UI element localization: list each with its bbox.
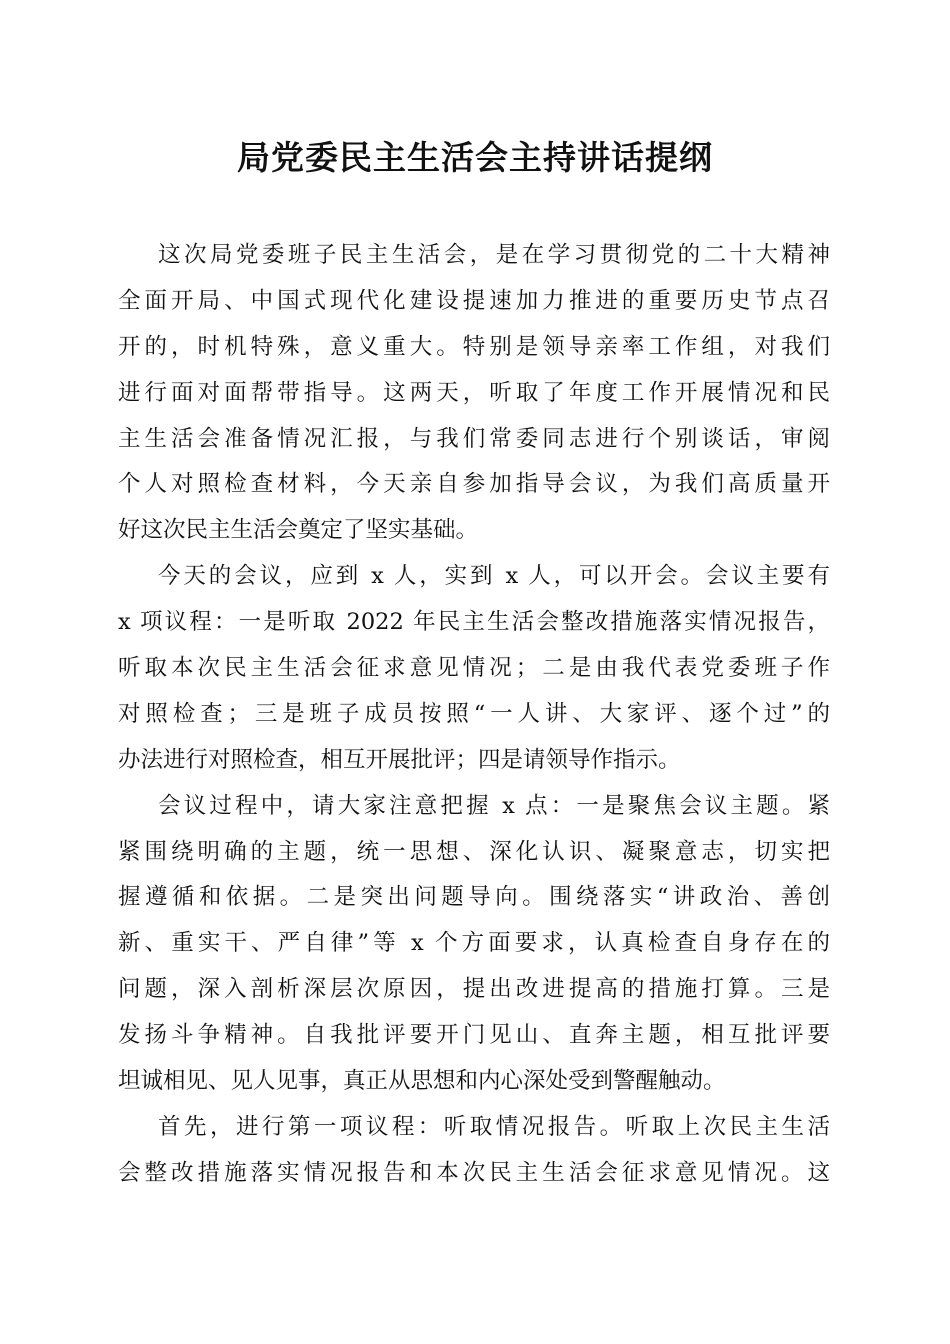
text-line: 会整改措施落实情况报告和本次民主生活会征求意见情况。这 — [118, 1159, 830, 1186]
paragraph — [118, 784, 830, 1105]
paragraph — [118, 554, 830, 783]
text-line: 新、重实干、严自律”等 x 个方面要求，认真检查自身存在的 — [118, 930, 830, 957]
text-line: 今天的会议，应到 x 人，实到 x 人，可以开会。会议主要有 — [158, 563, 830, 590]
text-line: 主生活会准备情况汇报，与我们常委同志进行个别谈话，审阅 — [118, 425, 830, 452]
text-line: 首先，进行第一项议程：听取情况报告。听取上次民主生活 — [158, 1113, 830, 1140]
text-line: 好这次民主生活会奠定了坚实基础。 — [118, 517, 479, 544]
text-line: 这次局党委班子民主生活会，是在学习贯彻党的二十大精神 — [158, 242, 830, 268]
text-line: 办法进行对照检查，相互开展批评；四是请领导作指示。 — [118, 746, 681, 773]
text-line: 全面开局、中国式现代化建设提速加力推进的重要历史节点召 — [118, 287, 830, 314]
text-line: 开的，时机特殊，意义重大。特别是领导亲率工作组，对我们 — [118, 333, 830, 360]
text-line: 问题，深入剖析深层次原因，提出改进提高的措施打算。三是 — [118, 976, 830, 1003]
paragraph — [118, 1105, 830, 1197]
paragraph — [118, 233, 830, 554]
text-line: 紧围绕明确的主题，统一思想、深化认识、凝聚意志，切实把 — [118, 838, 830, 865]
text-line: 坦诚相见、见人见事，真正从思想和内心深处受到警醒触动。 — [118, 1068, 726, 1095]
text-line: 握遵循和依据。二是突出问题导向。围绕落实“讲政治、善创 — [118, 884, 830, 911]
text-line: 对照检查；三是班子成员按照“一人讲、大家评、逐个过”的 — [118, 700, 830, 727]
document-body — [118, 233, 830, 1197]
text-line: x 项议程：一是听取 2022 年民主生活会整改措施落实情况报告， — [118, 609, 830, 636]
document-title: 局党委民主生活会主持讲话提纲 — [237, 138, 713, 177]
text-line: 听取本次民主生活会征求意见情况；二是由我代表党委班子作 — [118, 655, 830, 682]
text-line: 进行面对面帮带指导。这两天，听取了年度工作开展情况和民 — [118, 379, 830, 406]
text-line: 会议过程中，请大家注意把握 x 点：一是聚焦会议主题。紧 — [158, 792, 830, 819]
text-line: 个人对照检查材料，今天亲自参加指导会议，为我们高质量开 — [118, 471, 830, 498]
text-line: 发扬斗争精神。自我批评要开门见山、直奔主题，相互批评要 — [118, 1022, 830, 1049]
